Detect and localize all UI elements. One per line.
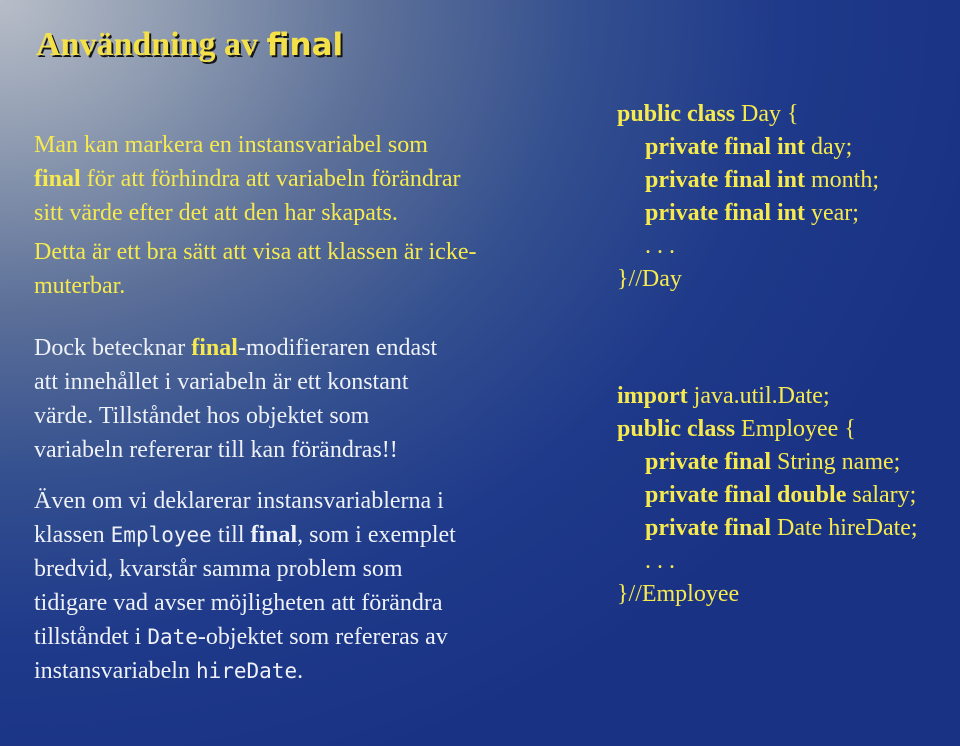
p1-line2: för att förhindra att variabeln förändrar bbox=[80, 166, 461, 192]
code-block-employee bbox=[617, 380, 918, 611]
code-emp-rest-3: String name; bbox=[771, 449, 901, 475]
p4-text10: . bbox=[297, 658, 304, 684]
code-emp-ellipsis: . . . bbox=[645, 548, 675, 574]
paragraph-2 bbox=[34, 235, 594, 303]
code-day-rest-1: Day { bbox=[735, 101, 799, 127]
p3-text1: Dock betecknar bbox=[34, 335, 192, 361]
p2-line2: muterbar. bbox=[34, 273, 126, 299]
code-day-line-4 bbox=[617, 197, 879, 230]
p1-line3: sitt värde efter det att den har skapats. bbox=[34, 200, 398, 226]
p4-line4: tidigare vad avser möjligheten att förändra bbox=[34, 590, 443, 616]
paragraph-4 bbox=[34, 484, 594, 688]
p3-line4: variabeln refererar till kan förändras!! bbox=[34, 437, 398, 463]
code-emp-rest-5: Date hireDate; bbox=[771, 515, 918, 541]
code-emp-kw-2: public class bbox=[617, 416, 736, 442]
code-day-ellipsis: . . . bbox=[645, 233, 675, 259]
code-day-line-2 bbox=[617, 131, 879, 164]
p4-text4: , som i exemplet bbox=[297, 522, 456, 548]
code-emp-kw-1: import bbox=[617, 383, 688, 409]
p1-final-keyword: final bbox=[34, 166, 81, 192]
p4-text9: instansvariabeln bbox=[34, 658, 196, 684]
slide-title bbox=[36, 26, 343, 64]
code-day-kw-1: public class bbox=[617, 101, 736, 127]
code-emp-kw-4: private final double bbox=[645, 482, 847, 508]
p4-var-hiredate: hireDate bbox=[195, 659, 298, 683]
p4-final-keyword: final bbox=[250, 522, 298, 548]
p4-line1: Även om vi deklarerar instansvariablerna i bbox=[34, 488, 444, 514]
p3-text2: -modifieraren endast bbox=[237, 335, 438, 361]
code-day-line-1 bbox=[617, 98, 879, 131]
p4-text2: klassen bbox=[34, 522, 111, 548]
p3-line3: värde. Tillståndet hos objektet som bbox=[34, 403, 370, 429]
code-emp-kw-3: private final bbox=[645, 449, 771, 475]
p4-text7: tillståndet i bbox=[34, 624, 148, 650]
p4-class-date: Date bbox=[147, 625, 198, 649]
p3-final-keyword: final bbox=[191, 335, 238, 361]
p4-class-employee: Employee bbox=[110, 523, 212, 547]
p4-text8: -objektet som refereras av bbox=[197, 624, 448, 650]
title-prefix: Användning av bbox=[36, 26, 267, 63]
paragraph-3 bbox=[34, 331, 594, 467]
code-emp-line-1 bbox=[617, 380, 918, 413]
title-keyword: final bbox=[266, 27, 344, 63]
p3-line2: att innehållet i variabeln är ett konstant bbox=[34, 369, 409, 395]
code-emp-line-3 bbox=[617, 446, 918, 479]
code-day-rest-2: day; bbox=[805, 134, 853, 160]
p4-line3: bredvid, kvarstår samma problem som bbox=[34, 556, 403, 582]
code-emp-kw-5: private final bbox=[645, 515, 771, 541]
code-day-line-3 bbox=[617, 164, 879, 197]
code-day-rest-3: month; bbox=[805, 167, 880, 193]
paragraph-1 bbox=[34, 128, 594, 230]
p2-line1: Detta är ett bra sätt att visa att klassen är icke- bbox=[34, 239, 477, 265]
code-day-rest-4: year; bbox=[805, 200, 859, 226]
code-emp-rest-1: java.util.Date; bbox=[693, 383, 830, 409]
code-emp-rest-2: Employee { bbox=[735, 416, 856, 442]
code-day-kw-3: private final int bbox=[645, 167, 805, 193]
code-emp-line-4 bbox=[617, 479, 918, 512]
code-day-kw-4: private final int bbox=[645, 200, 805, 226]
code-emp-line-5 bbox=[617, 512, 918, 545]
code-day-kw-2: private final int bbox=[645, 134, 805, 160]
code-emp-line-2 bbox=[617, 413, 918, 446]
code-day-closing: }//Day bbox=[617, 266, 682, 292]
p4-text3: till bbox=[211, 522, 251, 548]
code-emp-closing: }//Employee bbox=[617, 581, 740, 607]
code-emp-rest-4: salary; bbox=[846, 482, 917, 508]
code-block-day bbox=[617, 98, 879, 296]
p1-line1: Man kan markera en instansvariabel som bbox=[34, 132, 428, 158]
